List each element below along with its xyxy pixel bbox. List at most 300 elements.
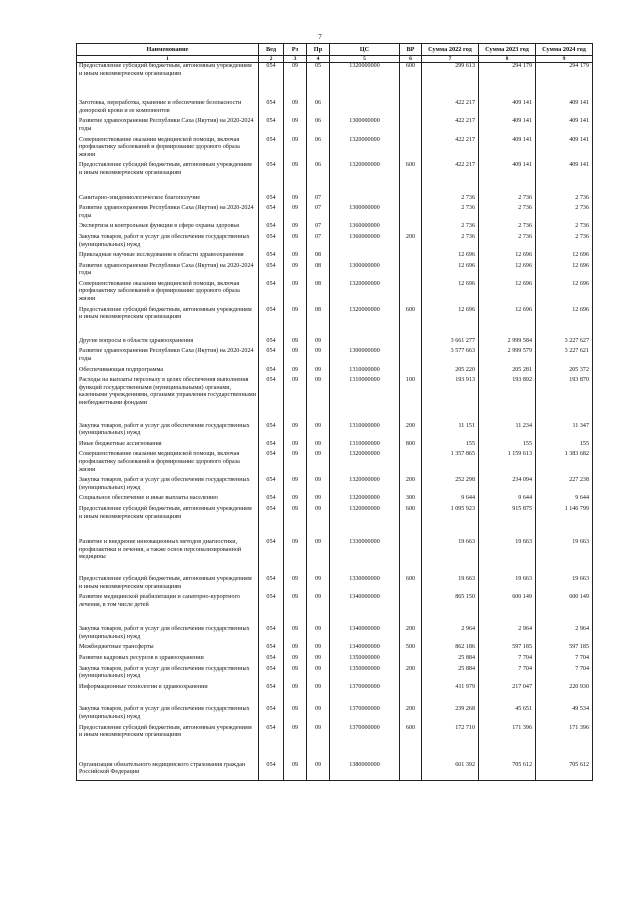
row-sum-2023: 12 696	[479, 263, 536, 281]
row-vr	[400, 451, 422, 477]
row-cs	[330, 100, 400, 118]
table-row	[77, 655, 593, 666]
row-name: Развитие здравоохранения Республики Саха (Якутия) на 2020-2024 годы	[77, 263, 259, 281]
row-sum-2022: 12 696	[422, 281, 479, 307]
row-ved: 054	[259, 118, 284, 136]
row-vr: 300	[400, 495, 422, 506]
row-ved: 054	[259, 477, 284, 495]
row-sum-2023: 7 704	[479, 666, 536, 684]
row-sum-2023: 705 612	[479, 762, 536, 781]
row-sum-2023: 1 159 613	[479, 451, 536, 477]
row-name: Развитие и внедрение инновационных методов диагностики, профилактики и лечения, а также основ персонализированной медицины	[77, 539, 259, 576]
row-sum-2022: 3 577 663	[422, 348, 479, 366]
row-sum-2022: 422 217	[422, 100, 479, 118]
row-rz: 09	[284, 725, 307, 762]
table-row	[77, 441, 593, 452]
row-name: Предоставление субсидий бюджетным, автономным учреждениям и иным некоммерческим организациям	[77, 63, 259, 101]
row-rz: 09	[284, 195, 307, 206]
row-sum-2023: 217 047	[479, 684, 536, 707]
row-cs: 1310000000	[330, 377, 400, 422]
row-vr	[400, 762, 422, 781]
col-number: 9	[536, 56, 593, 63]
row-sum-2023: 11 234	[479, 423, 536, 441]
row-sum-2022: 252 298	[422, 477, 479, 495]
row-rz: 09	[284, 655, 307, 666]
row-pr: 09	[307, 655, 330, 666]
row-sum-2024: 409 141	[536, 162, 593, 194]
row-vr	[400, 137, 422, 163]
row-name: Организация обязательного медицинского страхования граждан Российской Федерации	[77, 762, 259, 781]
row-name: Санитарно-эпидемиологическое благополучие	[77, 195, 259, 206]
row-pr: 09	[307, 348, 330, 366]
row-cs: 1310000000	[330, 423, 400, 441]
row-sum-2023: 205 281	[479, 367, 536, 378]
row-sum-2022: 1 095 923	[422, 506, 479, 539]
row-sum-2023: 12 696	[479, 307, 536, 338]
row-pr: 08	[307, 281, 330, 307]
row-sum-2024: 227 238	[536, 477, 593, 495]
row-sum-2022: 422 217	[422, 162, 479, 194]
row-cs: 1370000000	[330, 684, 400, 707]
row-ved: 054	[259, 162, 284, 194]
row-rz: 09	[284, 100, 307, 118]
row-rz: 09	[284, 348, 307, 366]
row-ved: 054	[259, 234, 284, 252]
row-name: Иные бюджетные ассигнования	[77, 441, 259, 452]
row-rz: 09	[284, 307, 307, 338]
row-name: Предоставление субсидий бюджетным, автономным учреждениям и иным некоммерческим организациям	[77, 162, 259, 194]
row-pr: 06	[307, 100, 330, 118]
table-row	[77, 539, 593, 576]
row-sum-2023: 171 396	[479, 725, 536, 762]
row-pr: 06	[307, 118, 330, 136]
row-pr: 08	[307, 263, 330, 281]
row-sum-2023: 409 141	[479, 100, 536, 118]
row-sum-2022: 2 736	[422, 234, 479, 252]
row-sum-2024: 19 663	[536, 576, 593, 594]
row-sum-2022: 193 913	[422, 377, 479, 422]
row-ved: 054	[259, 655, 284, 666]
row-vr	[400, 252, 422, 263]
row-pr: 09	[307, 338, 330, 349]
row-sum-2024: 2 964	[536, 626, 593, 644]
row-sum-2024: 220 930	[536, 684, 593, 707]
row-ved: 054	[259, 451, 284, 477]
row-sum-2024: 294 179	[536, 63, 593, 101]
row-pr: 09	[307, 644, 330, 655]
row-rz: 09	[284, 377, 307, 422]
page-number: 7	[318, 33, 322, 41]
row-sum-2024: 3 227 627	[536, 338, 593, 349]
row-sum-2023: 234 094	[479, 477, 536, 495]
row-cs: 1320000000	[330, 451, 400, 477]
row-sum-2023: 12 696	[479, 281, 536, 307]
row-sum-2024: 155	[536, 441, 593, 452]
row-rz: 09	[284, 263, 307, 281]
row-cs: 1320000000	[330, 506, 400, 539]
row-pr: 09	[307, 506, 330, 539]
row-pr: 07	[307, 195, 330, 206]
row-rz: 09	[284, 706, 307, 724]
col-number: 5	[330, 56, 400, 63]
row-ved: 054	[259, 63, 284, 101]
row-pr: 05	[307, 63, 330, 101]
row-name: Предоставление субсидий бюджетным, автономным учреждениям и иным некоммерческим организациям	[77, 307, 259, 338]
row-vr	[400, 118, 422, 136]
row-ved: 054	[259, 423, 284, 441]
row-name: Развитие кадровых ресурсов в здравоохранении	[77, 655, 259, 666]
row-sum-2024: 3 227 621	[536, 348, 593, 366]
row-sum-2023: 19 663	[479, 539, 536, 576]
col-number: 8	[479, 56, 536, 63]
row-cs: 1370000000	[330, 706, 400, 724]
table-row	[77, 423, 593, 441]
row-rz: 09	[284, 576, 307, 594]
row-name: Информационные технологии в здравоохранении	[77, 684, 259, 707]
row-rz: 09	[284, 666, 307, 684]
table-row	[77, 195, 593, 206]
row-vr	[400, 100, 422, 118]
col-header-name: Наименование	[77, 44, 259, 56]
row-vr: 200	[400, 477, 422, 495]
table-row	[77, 495, 593, 506]
row-pr: 09	[307, 666, 330, 684]
row-sum-2024: 409 141	[536, 118, 593, 136]
row-name: Предоставление субсидий бюджетным, автономным учреждениям и иным некоммерческим организациям	[77, 576, 259, 594]
row-sum-2024: 1 146 799	[536, 506, 593, 539]
row-rz: 09	[284, 451, 307, 477]
row-ved: 054	[259, 626, 284, 644]
row-pr: 09	[307, 762, 330, 781]
col-number: 1	[77, 56, 259, 63]
row-sum-2024: 409 141	[536, 137, 593, 163]
table-row	[77, 762, 593, 781]
row-sum-2022: 172 710	[422, 725, 479, 762]
row-pr: 09	[307, 684, 330, 707]
row-sum-2023: 409 141	[479, 137, 536, 163]
row-sum-2022: 865 150	[422, 594, 479, 626]
row-vr: 200	[400, 666, 422, 684]
row-pr: 09	[307, 477, 330, 495]
col-header-pr: Пр	[307, 44, 330, 56]
row-cs: 1320000000	[330, 162, 400, 194]
row-sum-2022: 1 357 865	[422, 451, 479, 477]
row-sum-2023: 2 736	[479, 205, 536, 223]
row-rz: 09	[284, 684, 307, 707]
column-number-row	[77, 56, 593, 63]
col-header-rz: Рз	[284, 44, 307, 56]
row-rz: 09	[284, 118, 307, 136]
row-cs: 1340000000	[330, 594, 400, 626]
row-sum-2024: 705 612	[536, 762, 593, 781]
row-cs: 1350000000	[330, 666, 400, 684]
table-row	[77, 367, 593, 378]
row-vr: 600	[400, 576, 422, 594]
row-ved: 054	[259, 348, 284, 366]
table-row	[77, 684, 593, 707]
row-ved: 054	[259, 205, 284, 223]
row-pr: 08	[307, 252, 330, 263]
row-sum-2022: 3 661 277	[422, 338, 479, 349]
col-header-vr: ВР	[400, 44, 422, 56]
row-sum-2022: 25 884	[422, 655, 479, 666]
row-rz: 09	[284, 441, 307, 452]
table-row	[77, 100, 593, 118]
row-pr: 09	[307, 576, 330, 594]
row-vr	[400, 223, 422, 234]
row-name: Закупка товаров, работ и услуг для обеспечения государственных (муниципальных) нужд	[77, 626, 259, 644]
row-name: Другие вопросы в области здравоохранения	[77, 338, 259, 349]
row-rz: 09	[284, 234, 307, 252]
row-sum-2022: 601 392	[422, 762, 479, 781]
row-sum-2024: 7 704	[536, 655, 593, 666]
row-ved: 054	[259, 100, 284, 118]
row-sum-2024: 49 534	[536, 706, 593, 724]
col-header-ved: Вед	[259, 44, 284, 56]
row-sum-2023: 2 999 584	[479, 338, 536, 349]
row-cs: 1300000000	[330, 348, 400, 366]
row-pr: 09	[307, 725, 330, 762]
row-rz: 09	[284, 338, 307, 349]
row-cs: 1340000000	[330, 644, 400, 655]
row-cs: 1310000000	[330, 441, 400, 452]
row-rz: 09	[284, 162, 307, 194]
row-cs	[330, 195, 400, 206]
row-rz: 09	[284, 506, 307, 539]
row-name: Социальное обеспечение и иные выплаты населению	[77, 495, 259, 506]
row-cs: 1360000000	[330, 234, 400, 252]
row-sum-2023: 12 696	[479, 252, 536, 263]
row-ved: 054	[259, 281, 284, 307]
table-row	[77, 252, 593, 263]
table-row	[77, 348, 593, 366]
row-ved: 054	[259, 441, 284, 452]
row-rz: 09	[284, 205, 307, 223]
row-ved: 054	[259, 137, 284, 163]
row-name: Заготовка, переработка, хранение и обеспечение безопасности донорской крови и ее компонентов	[77, 100, 259, 118]
table-row	[77, 223, 593, 234]
row-sum-2023: 19 663	[479, 576, 536, 594]
row-vr	[400, 594, 422, 626]
row-pr: 07	[307, 205, 330, 223]
row-ved: 054	[259, 307, 284, 338]
row-sum-2024: 2 736	[536, 234, 593, 252]
table-row	[77, 594, 593, 626]
row-rz: 09	[284, 281, 307, 307]
row-sum-2022: 12 696	[422, 252, 479, 263]
row-name: Предоставление субсидий бюджетным, автономным учреждениям и иным некоммерческим организациям	[77, 725, 259, 762]
row-vr	[400, 263, 422, 281]
col-number: 6	[400, 56, 422, 63]
row-sum-2024: 12 696	[536, 263, 593, 281]
col-header-cs: ЦС	[330, 44, 400, 56]
col-number: 2	[259, 56, 284, 63]
row-name: Закупка товаров, работ и услуг для обеспечения государственных (муниципальных) нужд	[77, 423, 259, 441]
table-row	[77, 576, 593, 594]
row-ved: 054	[259, 195, 284, 206]
row-sum-2024: 11 347	[536, 423, 593, 441]
row-name: Прикладные научные исследования в области здравоохранения	[77, 252, 259, 263]
row-sum-2024: 19 663	[536, 539, 593, 576]
table-row	[77, 725, 593, 762]
row-pr: 09	[307, 367, 330, 378]
col-header-sum-2024: Сумма 2024 год	[536, 44, 593, 56]
row-sum-2022: 12 696	[422, 307, 479, 338]
row-vr	[400, 539, 422, 576]
row-pr: 09	[307, 594, 330, 626]
col-number: 4	[307, 56, 330, 63]
row-name: Развитие здравоохранения Республики Саха (Якутия) на 2020-2024 годы	[77, 118, 259, 136]
row-ved: 054	[259, 666, 284, 684]
row-sum-2023: 915 875	[479, 506, 536, 539]
row-sum-2023: 2 964	[479, 626, 536, 644]
row-sum-2023: 45 651	[479, 706, 536, 724]
row-rz: 09	[284, 477, 307, 495]
row-sum-2022: 299 613	[422, 63, 479, 101]
row-sum-2022: 25 884	[422, 666, 479, 684]
row-rz: 09	[284, 495, 307, 506]
row-cs: 1300000000	[330, 205, 400, 223]
row-vr	[400, 195, 422, 206]
row-sum-2024: 7 704	[536, 666, 593, 684]
row-vr	[400, 684, 422, 707]
row-sum-2023: 155	[479, 441, 536, 452]
row-cs: 1310000000	[330, 367, 400, 378]
row-ved: 054	[259, 263, 284, 281]
row-sum-2024: 9 644	[536, 495, 593, 506]
row-sum-2022: 862 186	[422, 644, 479, 655]
table-row	[77, 162, 593, 194]
table-row	[77, 205, 593, 223]
row-ved: 054	[259, 506, 284, 539]
row-cs: 1320000000	[330, 281, 400, 307]
row-cs: 1380000000	[330, 762, 400, 781]
row-sum-2024: 409 141	[536, 100, 593, 118]
row-name: Совершенствование оказания медицинской помощи, включая профилактику заболеваний и формирование здорового образа жизни	[77, 451, 259, 477]
row-name: Развитие здравоохранения Республики Саха (Якутия) на 2020-2024 годы	[77, 348, 259, 366]
row-vr: 500	[400, 644, 422, 655]
row-cs: 1340000000	[330, 626, 400, 644]
row-pr: 09	[307, 423, 330, 441]
row-vr	[400, 655, 422, 666]
row-sum-2024: 12 696	[536, 307, 593, 338]
col-header-sum-2022: Сумма 2022 год	[422, 44, 479, 56]
row-cs: 1320000000	[330, 63, 400, 101]
row-pr: 09	[307, 441, 330, 452]
row-sum-2024: 12 696	[536, 252, 593, 263]
row-sum-2023: 600 149	[479, 594, 536, 626]
row-vr	[400, 281, 422, 307]
table-row	[77, 477, 593, 495]
row-name: Закупка товаров, работ и услуг для обеспечения государственных (муниципальных) нужд	[77, 706, 259, 724]
table-row	[77, 451, 593, 477]
row-ved: 054	[259, 377, 284, 422]
row-vr: 600	[400, 162, 422, 194]
row-ved: 054	[259, 725, 284, 762]
row-sum-2022: 19 663	[422, 539, 479, 576]
row-sum-2022: 9 644	[422, 495, 479, 506]
row-pr: 06	[307, 137, 330, 163]
row-ved: 054	[259, 495, 284, 506]
row-rz: 09	[284, 594, 307, 626]
row-sum-2024: 1 383 682	[536, 451, 593, 477]
row-sum-2022: 205 220	[422, 367, 479, 378]
row-sum-2023: 294 179	[479, 63, 536, 101]
row-sum-2022: 2 736	[422, 195, 479, 206]
row-cs: 1360000000	[330, 223, 400, 234]
row-vr: 200	[400, 706, 422, 724]
row-vr	[400, 205, 422, 223]
budget-table	[76, 43, 593, 781]
row-ved: 054	[259, 576, 284, 594]
row-sum-2023: 9 644	[479, 495, 536, 506]
row-sum-2024: 171 396	[536, 725, 593, 762]
row-vr: 200	[400, 626, 422, 644]
table-row	[77, 263, 593, 281]
row-ved: 054	[259, 706, 284, 724]
row-sum-2023: 193 892	[479, 377, 536, 422]
row-cs: 1320000000	[330, 307, 400, 338]
row-sum-2023: 409 141	[479, 118, 536, 136]
col-number: 7	[422, 56, 479, 63]
row-cs: 1320000000	[330, 477, 400, 495]
table-row	[77, 118, 593, 136]
row-sum-2022: 422 217	[422, 137, 479, 163]
row-sum-2024: 193 870	[536, 377, 593, 422]
row-pr: 09	[307, 626, 330, 644]
row-cs: 1300000000	[330, 118, 400, 136]
row-sum-2024: 12 696	[536, 281, 593, 307]
row-cs: 1330000000	[330, 539, 400, 576]
header-row	[77, 44, 593, 56]
row-sum-2022: 12 696	[422, 263, 479, 281]
row-ved: 054	[259, 762, 284, 781]
row-rz: 09	[284, 539, 307, 576]
row-sum-2023: 2 736	[479, 234, 536, 252]
row-pr: 07	[307, 234, 330, 252]
row-sum-2022: 11 151	[422, 423, 479, 441]
row-pr: 09	[307, 451, 330, 477]
row-rz: 09	[284, 63, 307, 101]
row-name: Закупка товаров, работ и услуг для обеспечения государственных (муниципальных) нужд	[77, 234, 259, 252]
row-sum-2023: 409 141	[479, 162, 536, 194]
row-cs: 1350000000	[330, 655, 400, 666]
row-pr: 09	[307, 495, 330, 506]
row-cs: 1330000000	[330, 576, 400, 594]
row-name: Совершенствование оказания медицинской помощи, включая профилактику заболеваний и формирование здорового образа жизни	[77, 137, 259, 163]
row-rz: 09	[284, 367, 307, 378]
row-name: Совершенствование оказания медицинской помощи, включая профилактику заболеваний и формирование здорового образа жизни	[77, 281, 259, 307]
row-pr: 07	[307, 223, 330, 234]
row-vr	[400, 338, 422, 349]
row-sum-2022: 155	[422, 441, 479, 452]
row-cs: 1320000000	[330, 137, 400, 163]
row-rz: 09	[284, 137, 307, 163]
table-row	[77, 338, 593, 349]
row-ved: 054	[259, 223, 284, 234]
row-vr: 100	[400, 377, 422, 422]
row-name: Расходы на выплаты персоналу в целях обеспечения выполнения функций государственными (муниципальными) органами, казенными учреждениями, органами управления государственными внебюджетными фондами	[77, 377, 259, 422]
row-rz: 09	[284, 423, 307, 441]
row-cs	[330, 252, 400, 263]
row-sum-2022: 422 217	[422, 118, 479, 136]
row-pr: 09	[307, 377, 330, 422]
row-name: Развитие здравоохранения Республики Саха (Якутия) на 2020-2024 годы	[77, 205, 259, 223]
row-ved: 054	[259, 338, 284, 349]
row-rz: 09	[284, 626, 307, 644]
row-vr	[400, 367, 422, 378]
col-header-sum-2023: Сумма 2023 год	[479, 44, 536, 56]
